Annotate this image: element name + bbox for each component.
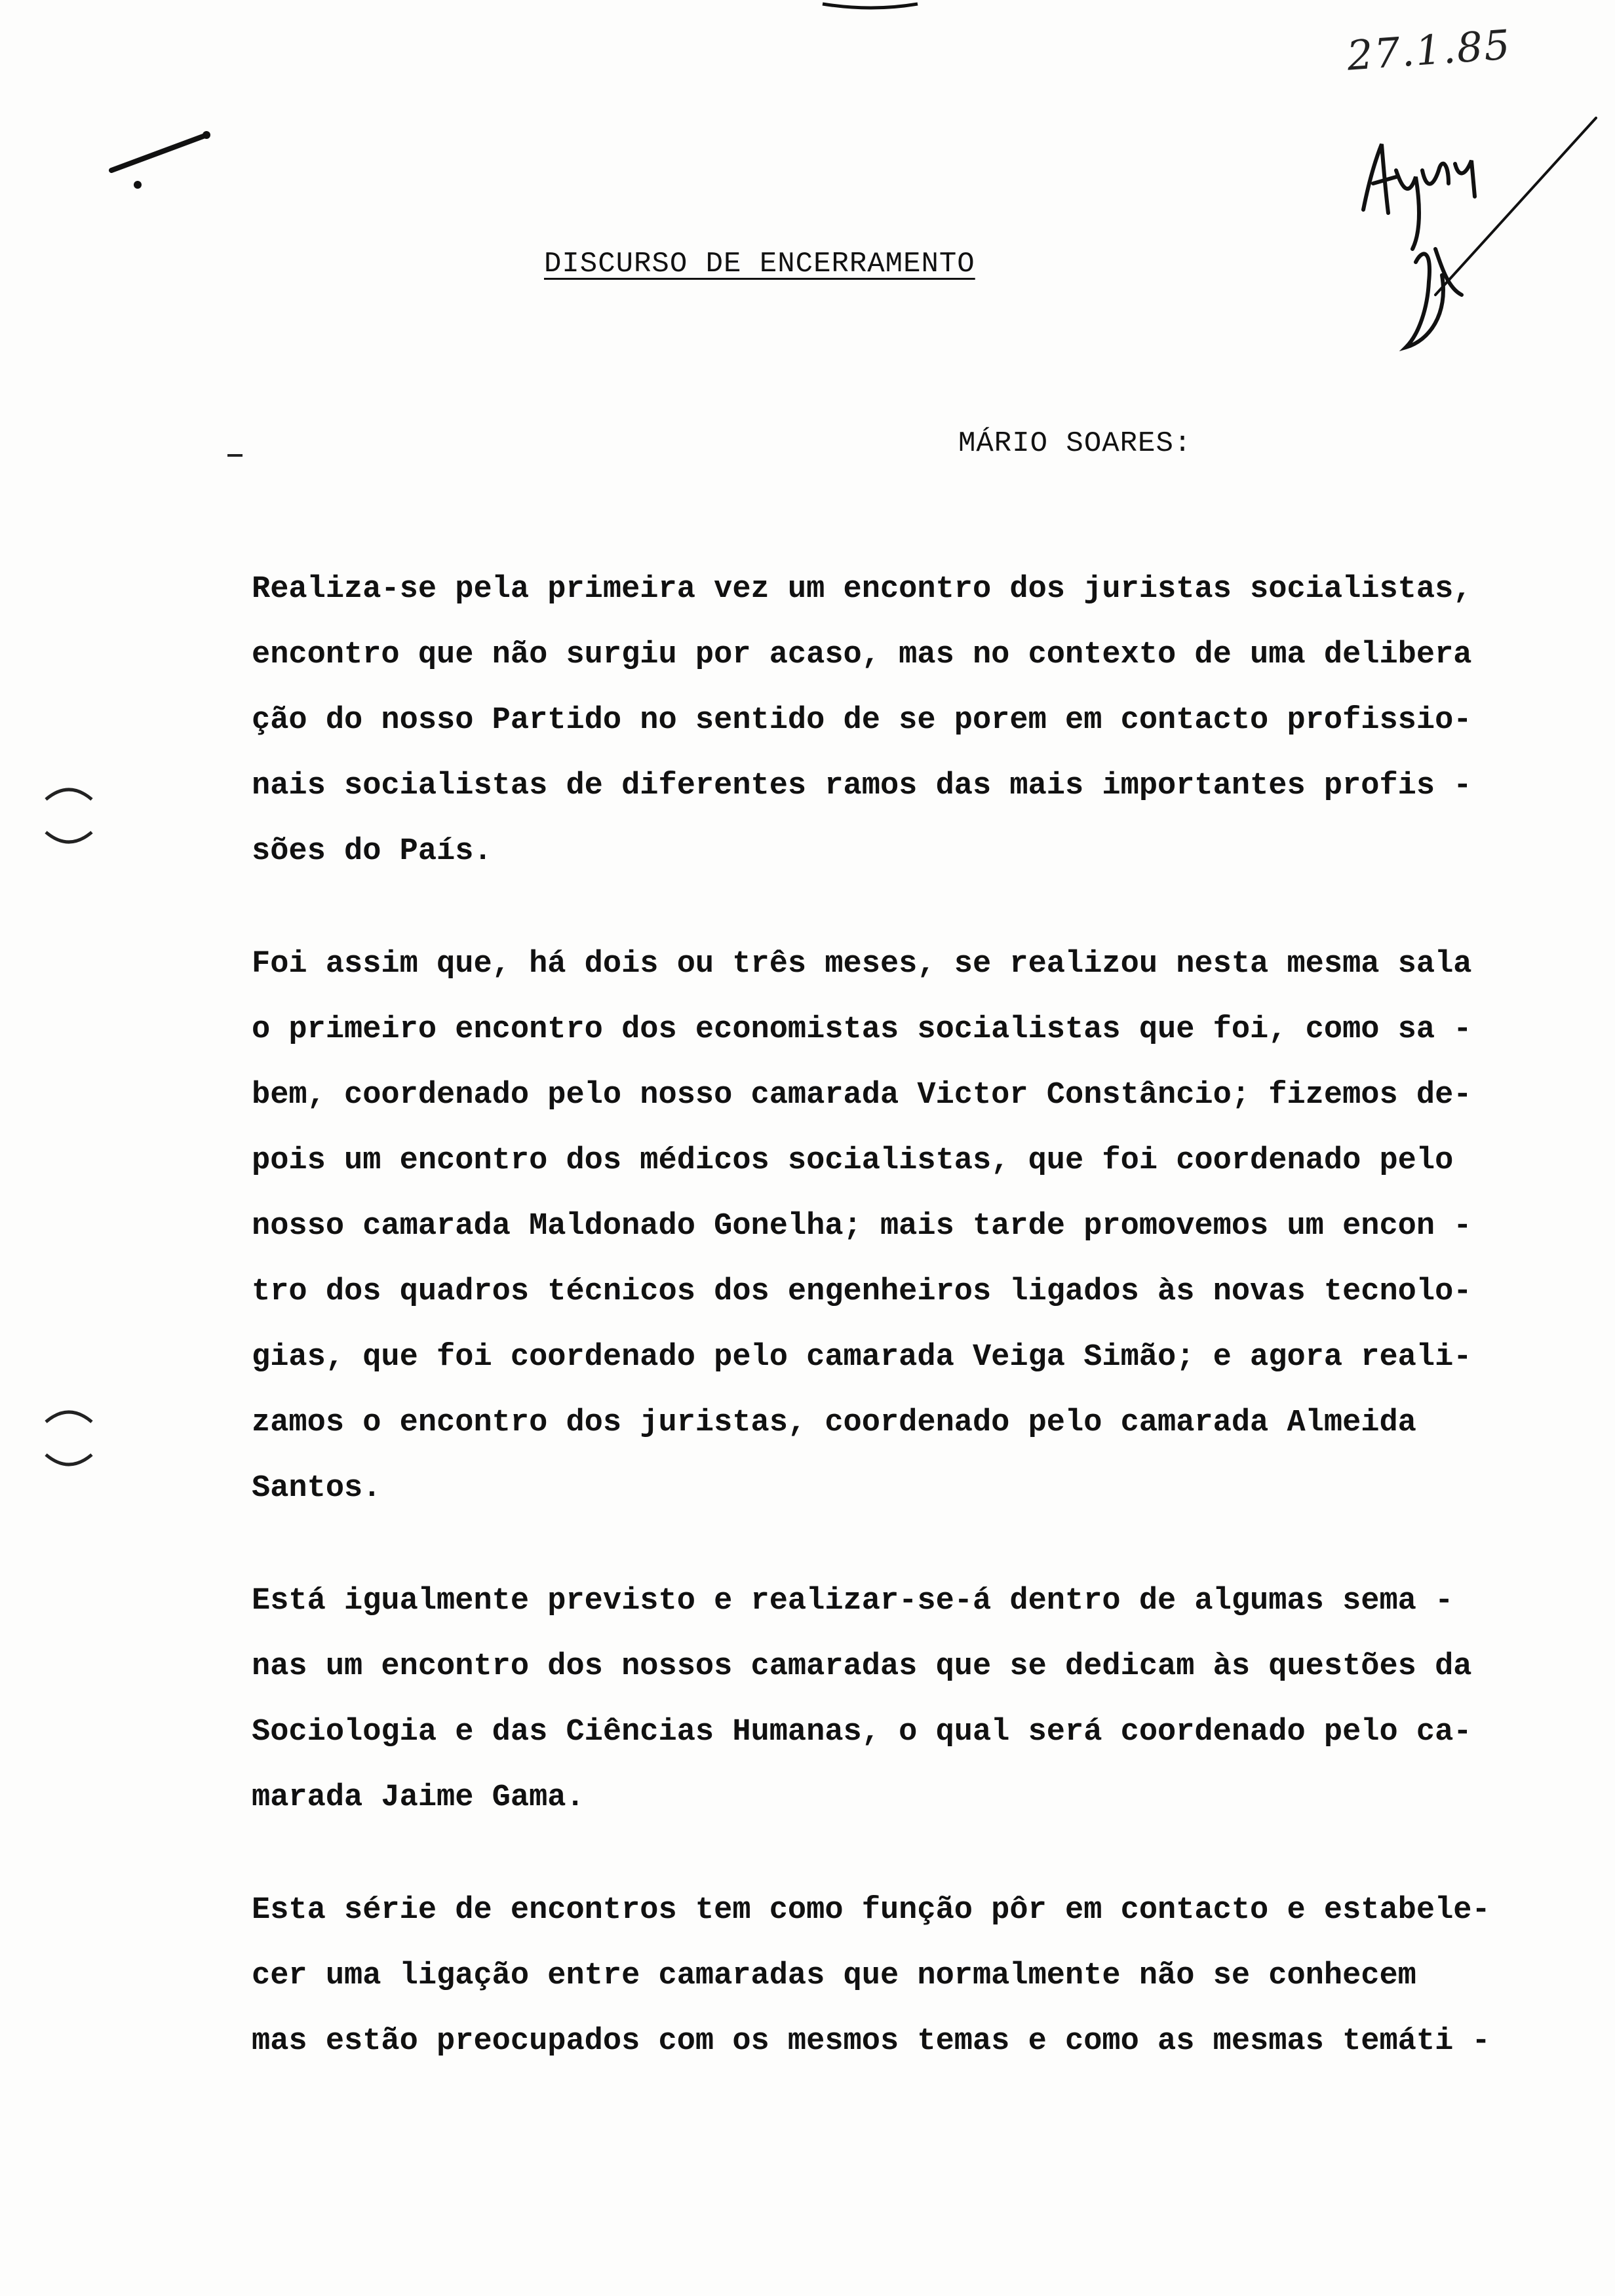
text-line: Está igualmente previsto e realizar-se-á dentro de algumas sema - xyxy=(252,1584,1454,1618)
margin-dash xyxy=(226,452,246,459)
text-line: tro dos quadros técnicos dos engenheiros ligados às novas tecnolo- xyxy=(252,1274,1472,1309)
text-line: nais socialistas de diferentes ramos das mais importantes profis - xyxy=(252,769,1472,803)
punch-hole-top-icon xyxy=(39,780,98,852)
text-line: sões do País. xyxy=(252,834,492,869)
text-line: zamos o encontro dos juristas, coordenado pelo camarada Almeida xyxy=(252,1406,1416,1440)
top-edge-mark xyxy=(819,0,924,13)
text-line: encontro que não surgiu por acaso, mas no contexto de uma delibera xyxy=(252,638,1472,672)
paragraph xyxy=(252,557,1569,885)
text-line: Sociologia e das Ciências Humanas, o qual será coordenado pelo ca- xyxy=(252,1715,1472,1750)
text-line: cer uma ligação entre camaradas que normalmente não se conhecem xyxy=(252,1959,1416,1993)
paragraph xyxy=(252,932,1569,1521)
text-line: marada Jaime Gama. xyxy=(252,1780,585,1815)
paragraph xyxy=(252,1878,1569,2075)
text-line: nas um encontro dos nossos camaradas que se dedicam às questões da xyxy=(252,1649,1472,1684)
pen-stroke-mark xyxy=(105,124,223,197)
punch-hole-bottom-icon xyxy=(39,1402,98,1474)
text-line: nosso camarada Maldonado Gonelha; mais tarde promovemos um encon - xyxy=(252,1209,1472,1244)
text-line: Realiza-se pela primeira vez um encontro dos juristas socialistas, xyxy=(252,572,1472,607)
paragraph xyxy=(252,1569,1569,1831)
document-title: DISCURSO DE ENCERRAMENTO xyxy=(544,248,975,280)
text-line: gias, que foi coordenado pelo camarada Veiga Simão; e agora reali- xyxy=(252,1340,1472,1375)
text-line: pois um encontro dos médicos socialistas, que foi coordenado pelo xyxy=(252,1143,1454,1178)
handwritten-signature xyxy=(1350,98,1599,360)
text-line: o primeiro encontro dos economistas socialistas que foi, como sa - xyxy=(252,1012,1472,1047)
text-line: Foi assim que, há dois ou três meses, se realizou nesta mesma sala xyxy=(252,947,1472,982)
text-line: Esta série de encontros tem como função pôr em contacto e estabele- xyxy=(252,1893,1490,1928)
text-line: bem, coordenado pelo nosso camarada Victor Constâncio; fizemos de- xyxy=(252,1078,1472,1113)
speaker-name: MÁRIO SOARES: xyxy=(958,427,1192,460)
speech-body xyxy=(252,557,1569,2122)
text-line: mas estão preocupados com os mesmos temas e como as mesmas temáti - xyxy=(252,2024,1490,2059)
text-line: Santos. xyxy=(252,1471,381,1506)
handwritten-date: 27.1.85 xyxy=(1345,20,1513,80)
text-line: ção do nosso Partido no sentido de se porem em contacto profissio- xyxy=(252,703,1472,738)
